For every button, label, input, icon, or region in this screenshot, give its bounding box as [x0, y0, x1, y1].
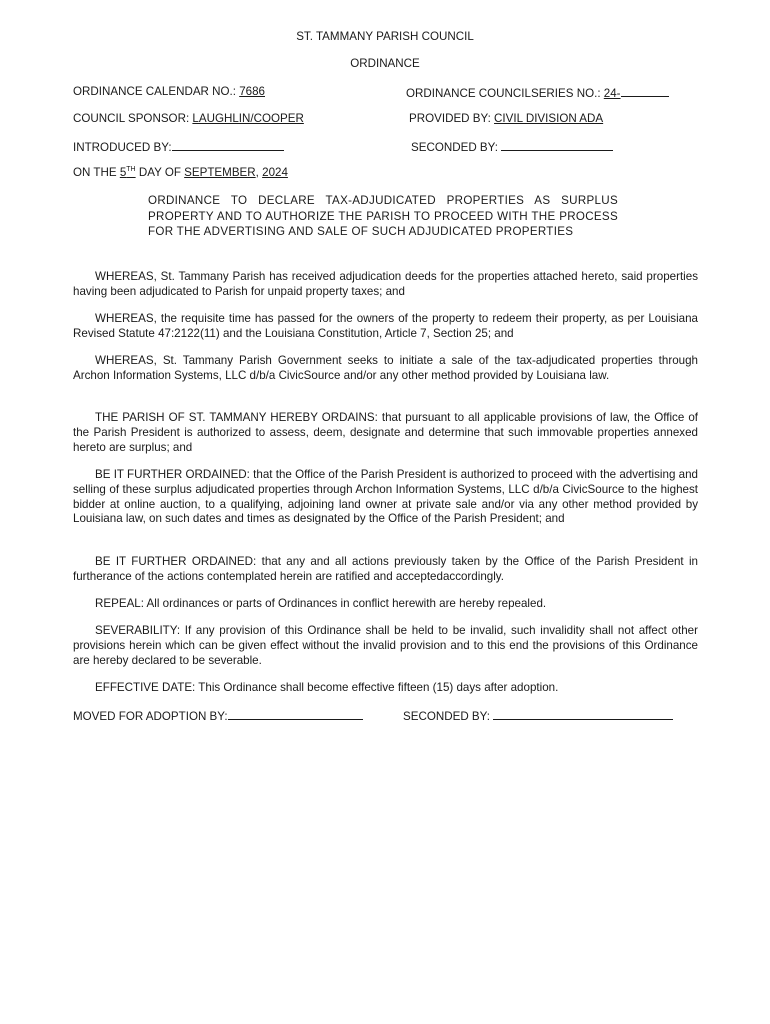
repeal-paragraph: REPEAL: All ordinances or parts of Ordinances in conflict herewith are hereby repealed.	[95, 597, 547, 610]
calendar-value: 7686	[239, 85, 265, 98]
whereas-redemption-paragraph: WHEREAS, the requisite time has passed for the owners of the property to redeem their property, as per Louisiana Revised Statute 47:2122(11) and the Louisiana Constitution, Article 7, Section 25; and	[73, 312, 698, 340]
date-day-number: 5	[119, 166, 127, 179]
severability-paragraph: SEVERABILITY: If any provision of this Ordinance shall be held to be invalid, such invalidity shall not affect other provisions herein which can be given effect without the invalid provision and to this end the provisions of this Ordinance are hereby declared to be severable.	[73, 624, 698, 667]
whereas-adjudication-paragraph: WHEREAS, St. Tammany Parish has received adjudication deeds for the properties attached hereto, said properties having been adjudicated to Parish for unpaid property taxes; and	[73, 270, 698, 298]
ordinance-title: ORDINANCE TO DECLARE TAX-ADJUDICATED PROPERTIES AS SURPLUS PROPERTY AND TO AUTHORIZE THE PARISH TO PROCEED WITH THE PROCESS FOR THE ADVERTISING AND SALE OF SUCH ADJUDICATED PROPERTIES	[148, 194, 618, 238]
date-mid: DAY OF	[135, 166, 185, 179]
introduced-blank-line	[172, 139, 284, 151]
ordains-paragraph: THE PARISH OF ST. TAMMANY HEREBY ORDAINS: that pursuant to all applicable provisions of law, the Office of the Parish President is authorized to assess, deem, designate and determine that such immovable properties annexed hereto are surplus; and	[73, 411, 698, 454]
provided-value: CIVIL DIVISION ADA	[494, 112, 604, 125]
seconded-by-header	[411, 139, 613, 154]
further-ordained-ratify-paragraph: BE IT FURTHER ORDAINED: that any and all actions previously taken by the Office of the Parish President in furtherance of the actions contemplated herein are ratified and acceptedaccordingly.	[73, 555, 698, 583]
date-year: 2024	[262, 166, 288, 179]
sponsor-label: COUNCIL SPONSOR:	[73, 112, 193, 125]
council-series-number	[406, 85, 669, 100]
introduced-by	[73, 139, 284, 154]
whereas-sale-paragraph: WHEREAS, St. Tammany Parish Government seeks to initiate a sale of the tax-adjudicated properties through Archon Information Systems, LLC d/b/a CivicSource and/or any other method provided by Louisiana law.	[73, 354, 698, 382]
seconded-blank-line-header	[501, 139, 613, 151]
moved-blank-line	[228, 708, 363, 720]
further-ordained-sale-paragraph: BE IT FURTHER ORDAINED: that the Office of the Parish President is authorized to proceed with the advertising and selling of these surplus adjudicated properties through Archon Information Systems, LLC d/b/a CivicSource to the highest bidder at online auction, to a qualifying, adjoining land owner at private sale and/or via any other method provided by Louisiana law, on such dates and times as designated by the Office of the Parish President; and	[73, 468, 698, 526]
seconded-blank-line-footer	[493, 708, 673, 720]
series-value: 24-	[603, 87, 621, 100]
seconded-by-footer	[403, 708, 673, 723]
provided-by	[409, 112, 603, 125]
calendar-number	[73, 85, 265, 98]
ordinance-heading: ORDINANCE	[350, 57, 420, 70]
council-heading: ST. TAMMANY PARISH COUNCIL	[296, 30, 474, 43]
sponsor-value: LAUGHLIN/COOPER	[192, 112, 304, 125]
date-prefix: ON THE	[73, 166, 120, 179]
date-comma: ,	[255, 166, 263, 179]
moved-label: MOVED FOR ADOPTION BY:	[73, 710, 228, 723]
series-label: ORDINANCE COUNCILSERIES NO.:	[406, 87, 604, 100]
date-day-suffix: TH	[126, 166, 136, 174]
ordinance-date	[73, 166, 288, 179]
council-sponsor	[73, 112, 304, 125]
seconded-label-footer: SECONDED BY:	[403, 710, 494, 723]
provided-label: PROVIDED BY:	[409, 112, 495, 125]
date-day	[120, 166, 136, 179]
effective-date-paragraph: EFFECTIVE DATE: This Ordinance shall become effective fifteen (15) days after adoption.	[95, 681, 559, 694]
calendar-label: ORDINANCE CALENDAR NO.:	[73, 85, 240, 98]
seconded-label-header: SECONDED BY:	[411, 141, 502, 154]
date-month: SEPTEMBER	[184, 166, 256, 179]
introduced-label: INTRODUCED BY:	[73, 141, 172, 154]
series-blank-line	[621, 85, 669, 97]
moved-for-adoption	[73, 708, 363, 723]
